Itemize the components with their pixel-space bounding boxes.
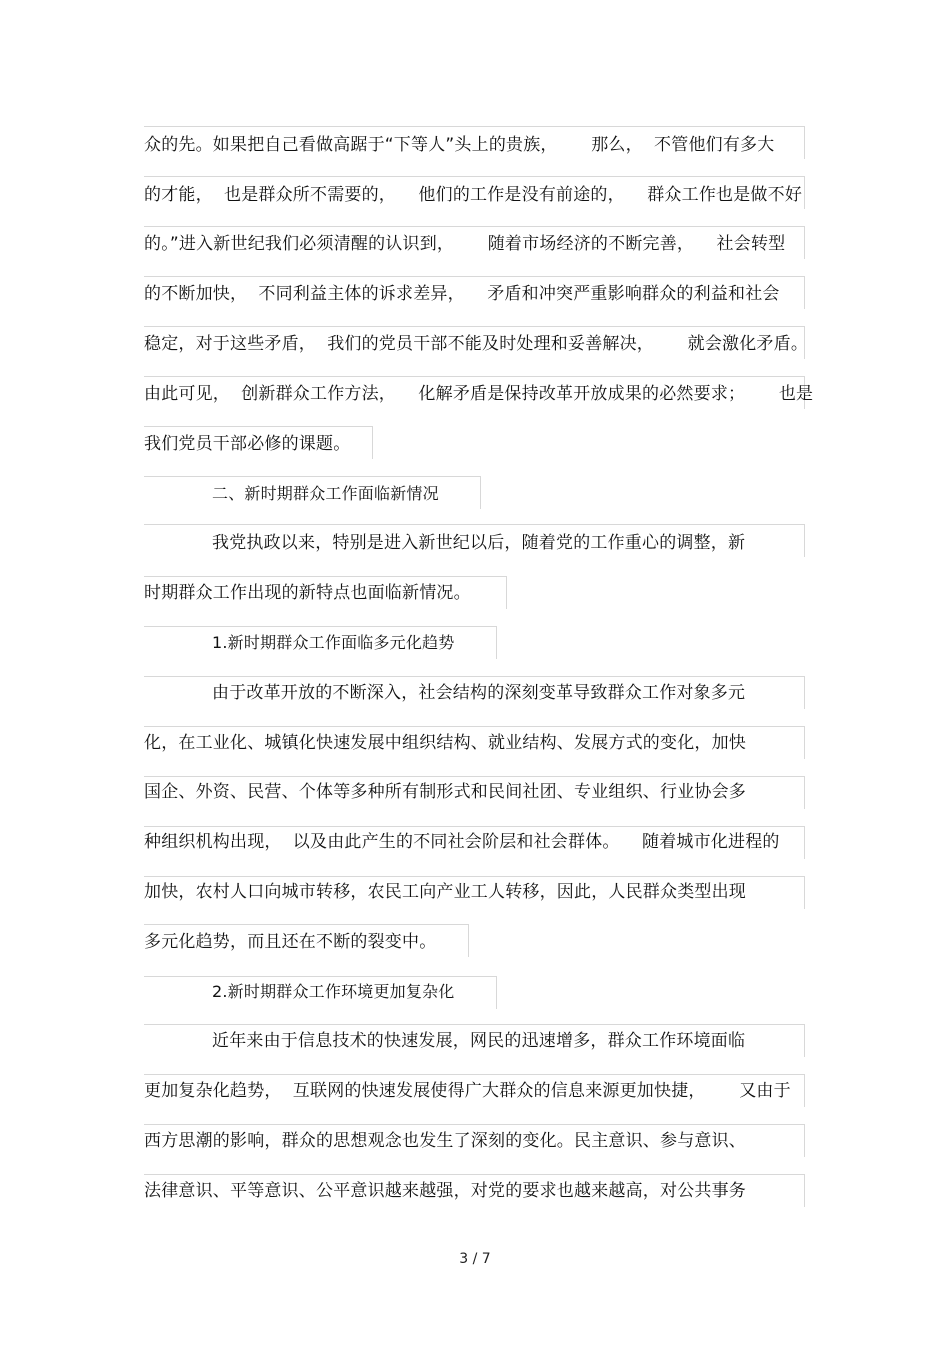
body-text-line: 的。”进入新世纪我们必须清醒的认识到， 随着市场经济的不断完善， 社会转型 xyxy=(144,234,786,254)
body-text-line: 化，在工业化、城镇化快速发展中组织结构、就业结构、发展方式的变化，加快 xyxy=(144,733,746,753)
body-text-line: 由于改革开放的不断深入，社会结构的深刻变革导致群众工作对象多元 xyxy=(212,683,746,703)
body-text-line: 加快，农村人口向城市转移，农民工向产业工人转移，因此，人民群众类型出现 xyxy=(144,882,746,902)
body-text-line: 稳定，对于这些矛盾， 我们的党员干部不能及时处理和妥善解决， 就会激化矛盾。 xyxy=(144,334,809,354)
section-heading: 二、新时期群众工作面临新情况 xyxy=(212,484,439,503)
body-text-line: 时期群众工作出现的新特点也面临新情况。 xyxy=(144,583,471,603)
subsection-heading: 1.新时期群众工作面临多元化趋势 xyxy=(212,633,455,652)
subsection-heading: 2.新时期群众工作环境更加复杂化 xyxy=(212,982,455,1001)
body-text-line: 我党执政以来，特别是进入新世纪以后，随着党的工作重心的调整，新 xyxy=(212,533,746,553)
body-text-line: 近年来由于信息技术的快速发展，网民的迅速增多，群众工作环境面临 xyxy=(212,1031,746,1051)
body-text-line: 国企、外资、民营、个体等多种所有制形式和民间社团、专业组织、行业协会多 xyxy=(144,782,746,802)
body-text-line: 的才能， 也是群众所不需要的， 他们的工作是没有前途的， 群众工作也是做不好 xyxy=(144,185,803,205)
body-text-line: 法律意识、平等意识、公平意识越来越强，对党的要求也越来越高，对公共事务 xyxy=(144,1181,746,1201)
body-text-line: 多元化趋势，而且还在不断的裂变中。 xyxy=(144,932,437,952)
body-text-line: 西方思潮的影响，群众的思想观念也发生了深刻的变化。民主意识、参与意识、 xyxy=(144,1131,746,1151)
body-text-line: 众的先。如果把自己看做高踞于“下等人”头上的贵族， 那么， 不管他们有多大 xyxy=(144,135,775,155)
body-text-line: 我们党员干部必修的课题。 xyxy=(144,434,351,454)
body-text-line: 的不断加快， 不同利益主体的诉求差异， 矛盾和冲突严重影响群众的利益和社会 xyxy=(144,284,780,304)
page-number: 3 / 7 xyxy=(459,1251,491,1267)
body-text-line: 更加复杂化趋势， 互联网的快速发展使得广大群众的信息来源更加快捷， 又由于 xyxy=(144,1081,791,1101)
body-text-line: 种组织机构出现， 以及由此产生的不同社会阶层和社会群体。 随着城市化进程的 xyxy=(144,832,780,852)
body-text-line: 由此可见， 创新群众工作方法， 化解矛盾是保持改革开放成果的必然要求； 也是 xyxy=(144,384,814,404)
